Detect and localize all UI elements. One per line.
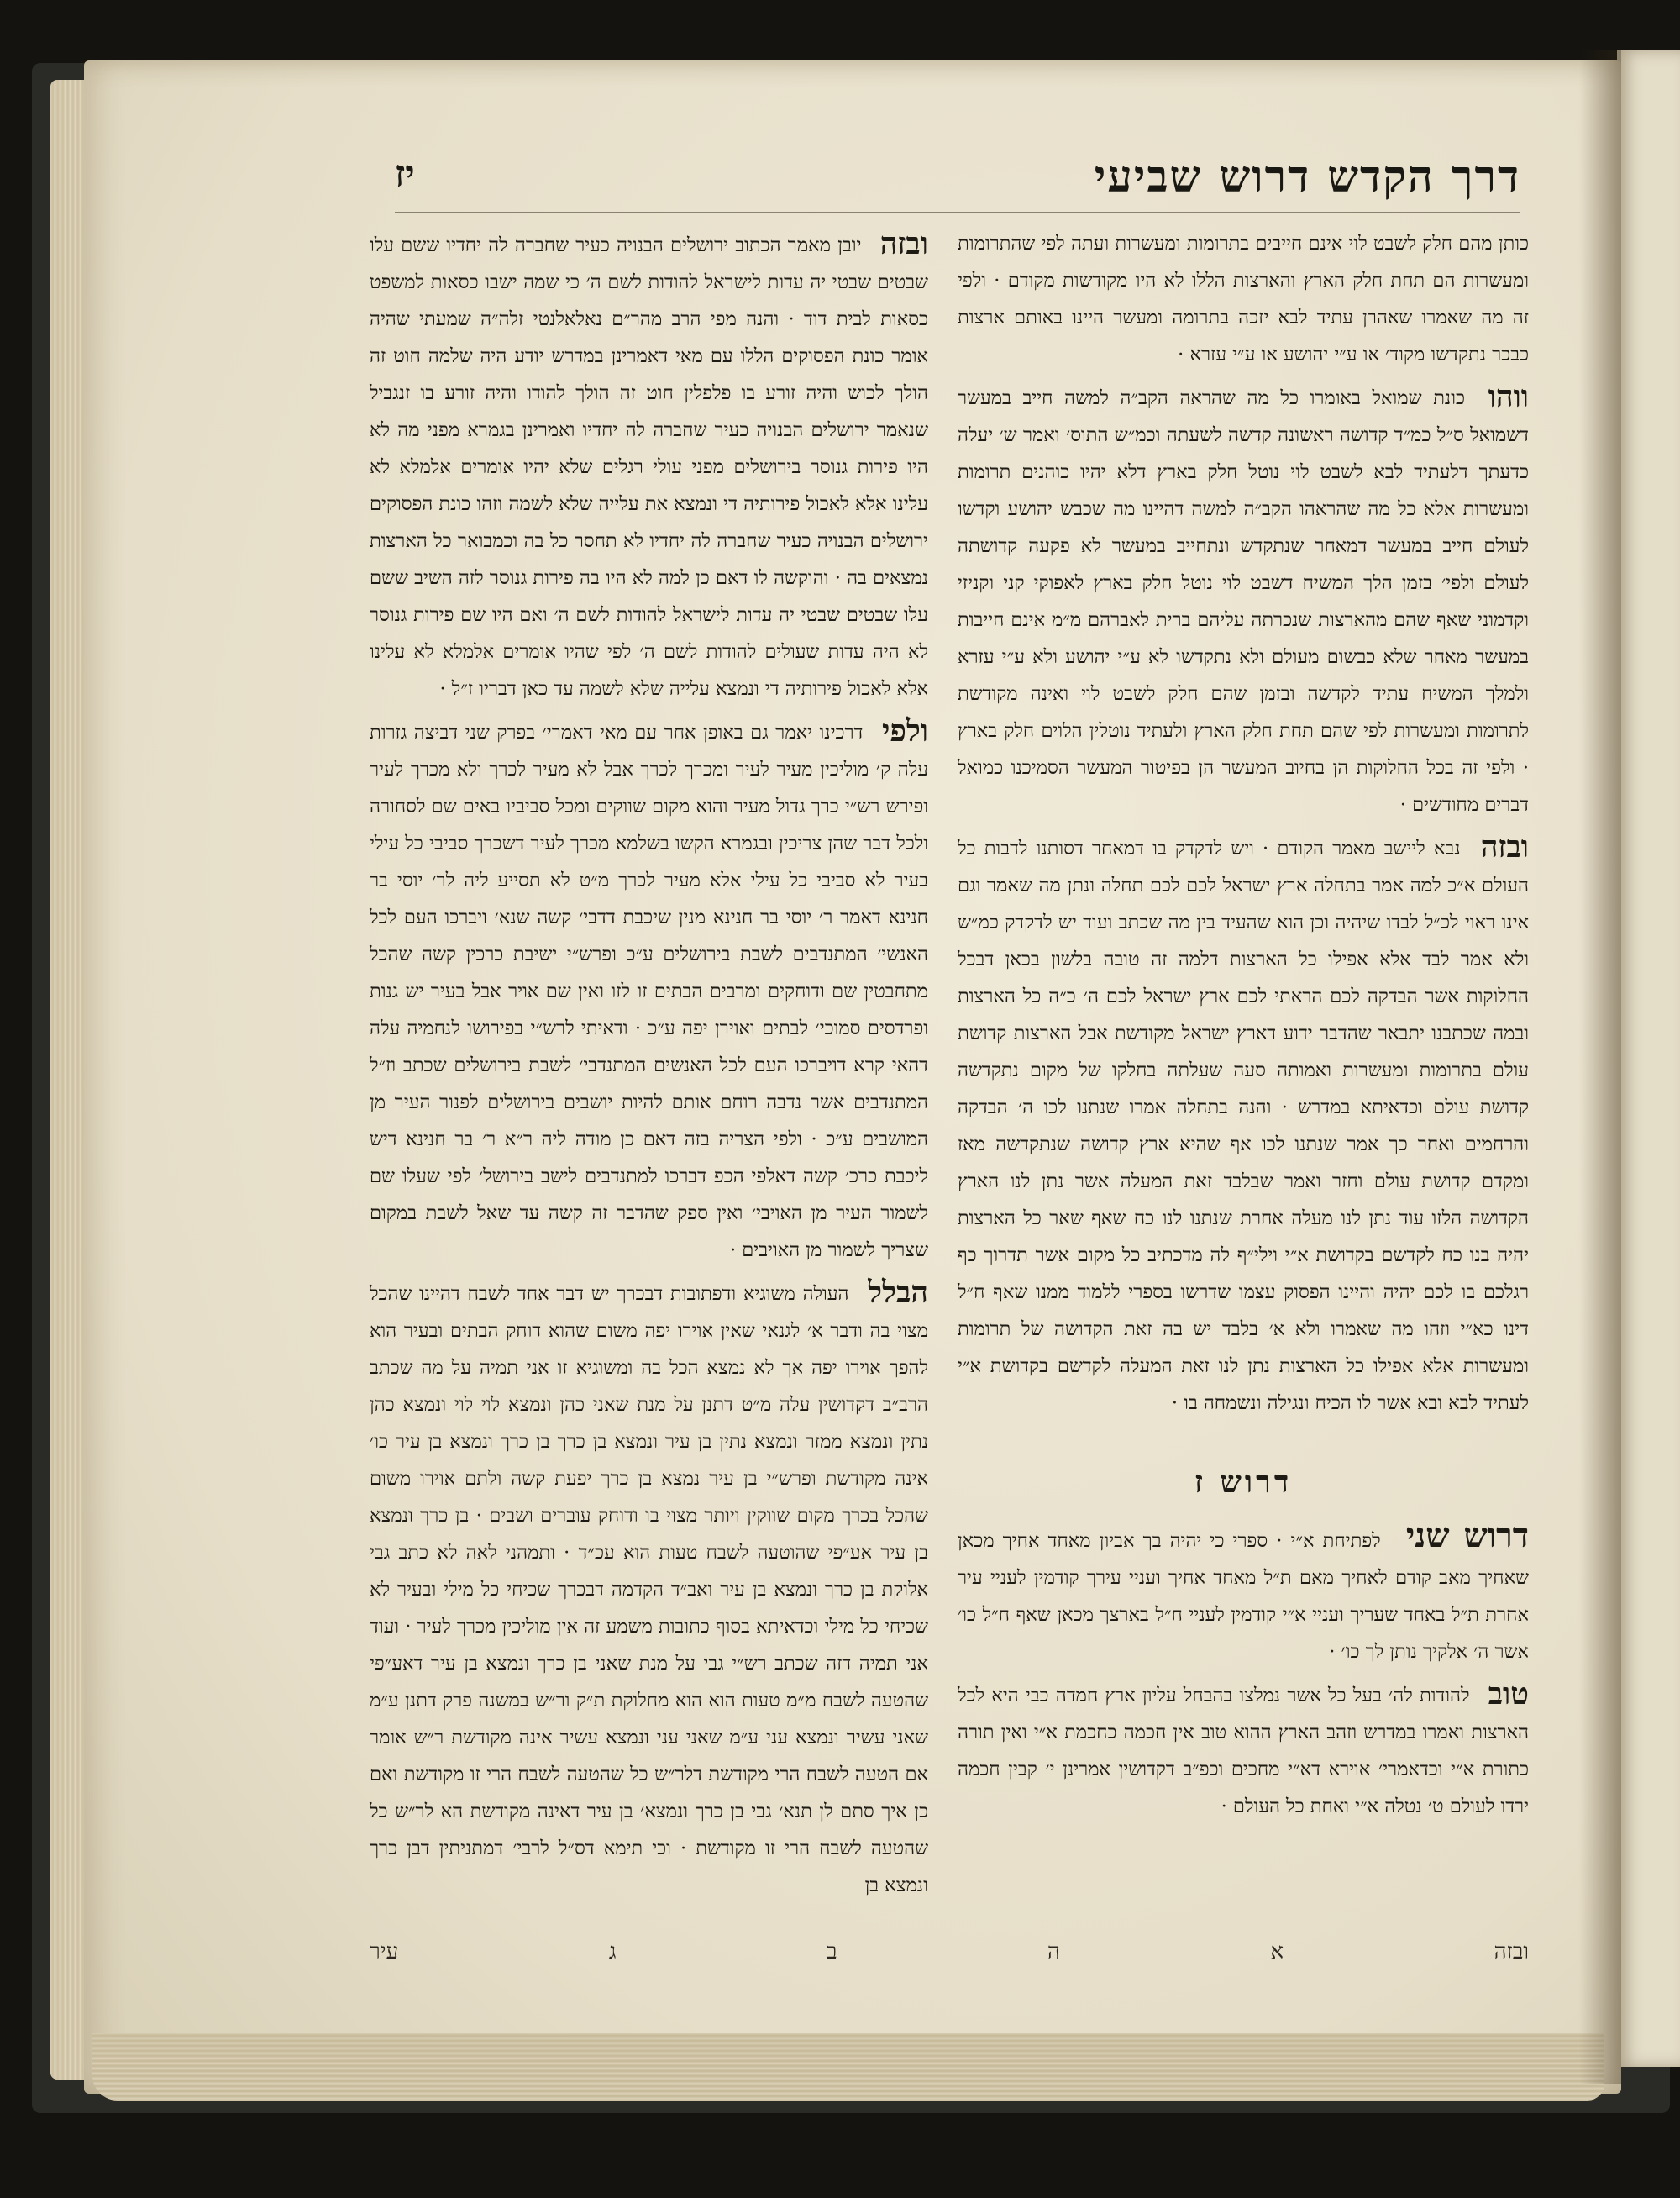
section-intro-text: לפתיחת א״י · ספרי כי יהיה בך אביון מאחד אחיך מכאן שאחיך מאב קודם לאחיך מאם ת״ל מאחד אחיך ועניי עירך קודמין לעניי עיר אחרת ת״ל באחד שעריך ועניי א״י קודמין לעניי ח״ל בארצך מכאן שאף ח״ל כו׳ אשר ה׳ אלקיך נותן לך כו׳ · [958, 1530, 1529, 1663]
paragraph-text: העולה משוגיא ודפתובות דבכרך יש דבר אחד לשבח דהיינו שהכל מצוי בה ודבר א׳ לגנאי שאין אוירו יפה משום שהוא דוחק הבתים ובעיר הוא להפך אוירו יפה אך לא נמצא הכל בה ומשוגיא זו אני תמיה על מה שכתב הרב״ב דקדושין עלה מ״ט דתנן על מנת שאני כהן ונמצא לוי לוי ונמצא כהן נתין ונמצא ממזר ונמצא נתין בן עיר ונמצא בן כרך בן כרך ונמצא בן עיר כו׳ אינה מקודשת ופרש״י בן עיר נמצא בן כרך יפעת קשה ולתם אוירו משום שהכל בכרך מקום שווקין ויותר מצוי בו ודוחק עוברים ושבים · בן כרך ונמצא בן עיר אע״פי שהוטעה לשבח טעות הוא עכ״ד · ותמהני לאה לא כתב גבי אלוקת בן כרך ונמצא בן עיר ואב״ד הקדמה דבכרך שכיחי כל מילי ובעיר לא שכיחי כל מילי וכדאיתא בסוף כתובות משמע זה אין מוליכין מכרך לעיר · ועוד אני תמיה דזה שכתב רש״י גבי על מנת שאני בן כרך ונמצא בן עיר דאע״פי שהטעה לשבח מ״מ טעות הוא הוא מחלוקת ת״ק ור״ש במשנה פרק דתנן ע״מ שאני עשיר ונמצא עני ע״מ שאני עני ונמצא עשיר אינה מקודשת ר״ש אומר אם הטעה לשבח הרי מקודשת דלר״ש כל שהטעה לשבח הרי זו מקודשת ואם כן איך סתם לן תנא׳ גבי בן כרך ונמצא׳ בן עיר דאינה מקודשת הא לר״ש כל שהטעה לשבח הרי זו מקודשת · וכי תימא דס״ל לרבי׳ דמתניתין דבן כרך ונמצא בן [370, 1283, 928, 1896]
header-rule [395, 212, 1520, 213]
page-bottom-edge [92, 2033, 1604, 2101]
facing-page [1617, 50, 1680, 2067]
paragraph-lead-word: ולפי [881, 713, 929, 749]
catchword-right: ובזה [1494, 1939, 1529, 1964]
page-header [395, 151, 1520, 218]
signature-mark: ה [1047, 1939, 1060, 1964]
paragraph-text: כונת שמואל באומרו כל מה שהראה הקב״ה למשה חייב במעשר דשמואל ס״ל כמ״ד קדושה ראשונה קדשה לשעתה וכמ״ש התוס׳ ואמר ש׳ יעלה כדעתך דלעתיד לבא לשבט לוי נוטל חלק בארץ דלא יהיו כוהנים תרומות ומעשרות אלא כל מה שהראהו הקב״ה למשה דהיינו מה שכבש יהושע וקדשו לעולם חייב במעשר דמאחר שנתקדש ונתחייב במעשר לא פקעה קדושתה לעולם ולפי׳ בזמן הלך המשיח דשבט לוי נוטל חלק בארץ לאפוקי קני וקניזי וקדמוני שאף שהם מהארצות שנכרתה עליהם ברית לאברהם מ״מ אינם חייבות במעשר מאחר שלא כבשום מעולם ולא נתקדשו לא ע״י יהושע ולא ע״י עזרא ולמלך המשיח עתיד לקדשה ובזמן שהם חלק לשבט לוי ואינה מקודשת לתרומות ומעשרות לפי שהם תחת חלק הארץ ולעתיד נוטלין הלוים חלק בארץ · ולפי זה בכל החלוקות הן בחיוב המעשר הן בפיטור המעשר הסמיכנו כמואל דברים מחודשים · [958, 387, 1529, 816]
section-title: דרוש ז [1194, 1464, 1293, 1500]
right-column [958, 225, 1529, 1830]
paragraph-text: יובן מאמר הכתוב ירושלים הבנויה כעיר שחברה לה יחדיו ששם עלו שבטים שבטי יה עדות לישראל להודות לשם ה׳ כי שמה ישבו כסאות למשפט כסאות לבית דוד · והנה מפי הרב מהר״ם נאלאלנטי זלה״ה שמעתי שהיה אומר כונת הפסוקים הללו עם מאי דאמרינן במדרש יודע היה שלמה חוט זה הולך לכוש והיה זורע בו פלפלין חוט זה הולך להודו והיה זורע בו זנגביל שנאמר ירושלים הבנויה כעיר שחברה לה יחדיו ואמרינן בגמרא מפני מה לא היו פירות גנוסר בירושלים מפני עולי רגלים שלא יהיו אומרים אלמלא לא עלינו אלא לאכול פירותיה די ונמצא את עלייה שלא לשמה וזהו כונת הפסוקים ירושלים הבנויה כעיר שחברה לה יחדיו לא תחסר כל בה וכמבואר כל הארצות נמצאים בה · והוקשה לו דאם כן למה לא היו בה פירות גנוסר לזה השיב ששם עלו שבטים שבטי יה עדות לישראל להודות לשם ה׳ ואם היו שם פירות גנוסר לא היה עדות שעולים להודות לשם ה׳ לפי שהיו אומרים אלמלא לא עלינו אלא לאכול פירותיה די ונמצא עלייה שלא לשמה עד כאן דבריו ז״ל · [370, 234, 928, 700]
paragraph [958, 378, 1529, 823]
paragraph-text: נבא ליישב מאמר הקודם · ויש לדקדק בו דמאחר דסותנו לדבות כל העולם א״כ למה אמר בתחלה ארץ ישראל לכם לכם תחלה ונתן מה שאמר וגם אינו ראוי לכ״ל לבדו שיהיה וכן הוא שהעיד בין מה שכתב ועוד יש לדקדק כמ״ש ולא אמר לבד אלא אפילו כל הארצות דלמה זה טובה בלשון בכאן דבכל החלוקות אשר הבדקה לכם הראתי לכם ארץ ישראל לכם ה׳ כ״ה כל הארצות ובמה שכתבנו יתבאר שהדבר ידוע דארץ ישראל מקודשת אבל הארצות קדושת עולם בתרומות ומעשרות ואמותה סעה שעלתה בחלקו של מקום נתקדשה קדושת עולם וכדאיתא במדרש · והנה בתחלה אמרו שנתנו לכו ה׳ הבדקה והרחמים ואחר כך אמר שנתנו לכו אף שהיא ארץ קדושה שנתקדשה מאז ומקדם קדושת עולם וחזר ואמר שבלבד זאת המעלה אשר נתן לנו הארץ הקדושה הלזו עוד נתן לנו מעלה אחרת שנתנו לנו כח שאף שאר כל הארצות יהיה בנו כח לקדשם בקדושת א״י וילי״ף לה מדכתיב כל מקום אשר תדרוך כף רגלכם בו לכם יהיה והיינו הפסוק עצמו שדרשו בספרי ללמוד ממנו שאף ח״ל דינו כא״י וזהו מה שאמרו ולא א׳ בלבד יש בה זאת הקדושה של תרומות ומעשרות אלא אפילו כל הארצות נתן לנו זאת המעלה לקדשם בקדושת א״י לעתיד לבא ובא אשר לו הכיח ונגילה ונשמחה בו · [958, 838, 1529, 1414]
paragraph-lead-word: ובזה [879, 226, 928, 261]
paragraph [370, 225, 928, 707]
catchword-mark: ב [826, 1939, 837, 1964]
catchwords-line [370, 1939, 1529, 1964]
paragraph-text: להודות לה׳ בעל כל אשר נמלצו בהבחל עליון ארץ חמדה כבי היא לכל הארצות ואמרו במדרש וזהב הארץ ההוא טוב אין חכמה כחכמת א״י ואין תורה כתורת א״י וכדאמרי׳ אוירא דא״י מחכים וכפ״ב דקדושין אמרינן י׳ קבין חכמה ירדו לעולם ט׳ נטלה א״י ואחת כל העולם · [958, 1685, 1529, 1817]
paragraph [958, 225, 1529, 373]
paragraph [958, 828, 1529, 1422]
paragraph [958, 1675, 1529, 1825]
section-heading: דרוש שני [1405, 1516, 1529, 1555]
paragraph-lead-word: ובזה [1480, 829, 1530, 865]
paragraph-lead-word: טוב [1488, 1676, 1529, 1712]
left-column [370, 225, 928, 1909]
section-intro [958, 1517, 1529, 1670]
catchword-left: עיר [370, 1939, 399, 1964]
signature-letter: א [1270, 1939, 1284, 1964]
catchword-mark: ג [608, 1939, 617, 1964]
paragraph-lead-word: הבלל [868, 1275, 929, 1310]
paragraph-text: כותן מהם חלק לשבט לוי אינם חייבים בתרומות ומעשרות ועתה לפי שהתרומות ומעשרות הם תחת חלק הארץ והארצות הללו לא היו מקודשות מקודם · ולפי זה מה שאמרו שאהרן עתיד לבא יזכה בתרומה ומעשר היינו באותם ארצות כבכר נתקדשו מקוד׳ או ע״י יהושע או ע״י עזרא · [958, 233, 1529, 365]
page-number: יז [395, 153, 415, 196]
paragraph-lead-word: ווהו [1488, 379, 1529, 414]
paragraph-text: דרכינו יאמר גם באופן אחר עם מאי דאמרי׳ בפרק שני דביצה גזרות עלה ק׳ מוליכין מעיר לעיר ומכרך לכרך אבל לא מעיר לכרך ולא מכרך לעיר ופירש רש״י כרך גדול מעיר והוא מקום שווקים ומכל סביביו באים שם לסחורה ולכל דבר שהן צריכין ובגמרא הקשו בשלמא מכרך לעיר דשכרך סביבי כל עילי בעיר לא סביבי כל עילי אלא מעיר לכרך מ״ט לא תסייע ליה לר׳ יוסי בר חנינא דאמר ר׳ יוסי בר חנינא מנין שיכבת דדבי׳ קשה שנא׳ ויברכו העם לכל האנשי׳ המתנדבים לשבת בירושלים ע״כ ופרש״י ישיבת כרכין קשה שהכל מתחבטין שם ודוחקים ומרבים הבתים זו לזו ואין שם אויר אבל בעיר יש גנות ופרדסים סמוכי׳ לבתים ואוירן יפה ע״כ · ודאיתי לרש״י בפירושו לנחמיה עלה דהאי קרא דויברכו העם לכל האנשים המתנדבי׳ לשבת בירושלים שכתב וז״ל המתנדבים אשר נדבה רוחם אותם להיות יושבים בירושלים לפנור העיר מן המושבים ע״כ · ולפי הצריה בזה דאם כן מודה ליה ר״א ר׳ בר חנינא דיש ליכבת כרכ׳ קשה דאלפי הכפ דברכו למתנדבים לישב בירושל׳ לפי שעלו שם לשמור העיר מן האויבי׳ ואין ספק שהדבר זה קשה עד שאל לשבת במקום שצריך לשמור מן האויבים · [370, 722, 928, 1261]
running-title: דרך הקדש דרוש שביעי [1094, 151, 1520, 202]
gutter-shadow [1579, 50, 1621, 2084]
paragraph [370, 1274, 928, 1904]
paragraph [370, 713, 928, 1269]
